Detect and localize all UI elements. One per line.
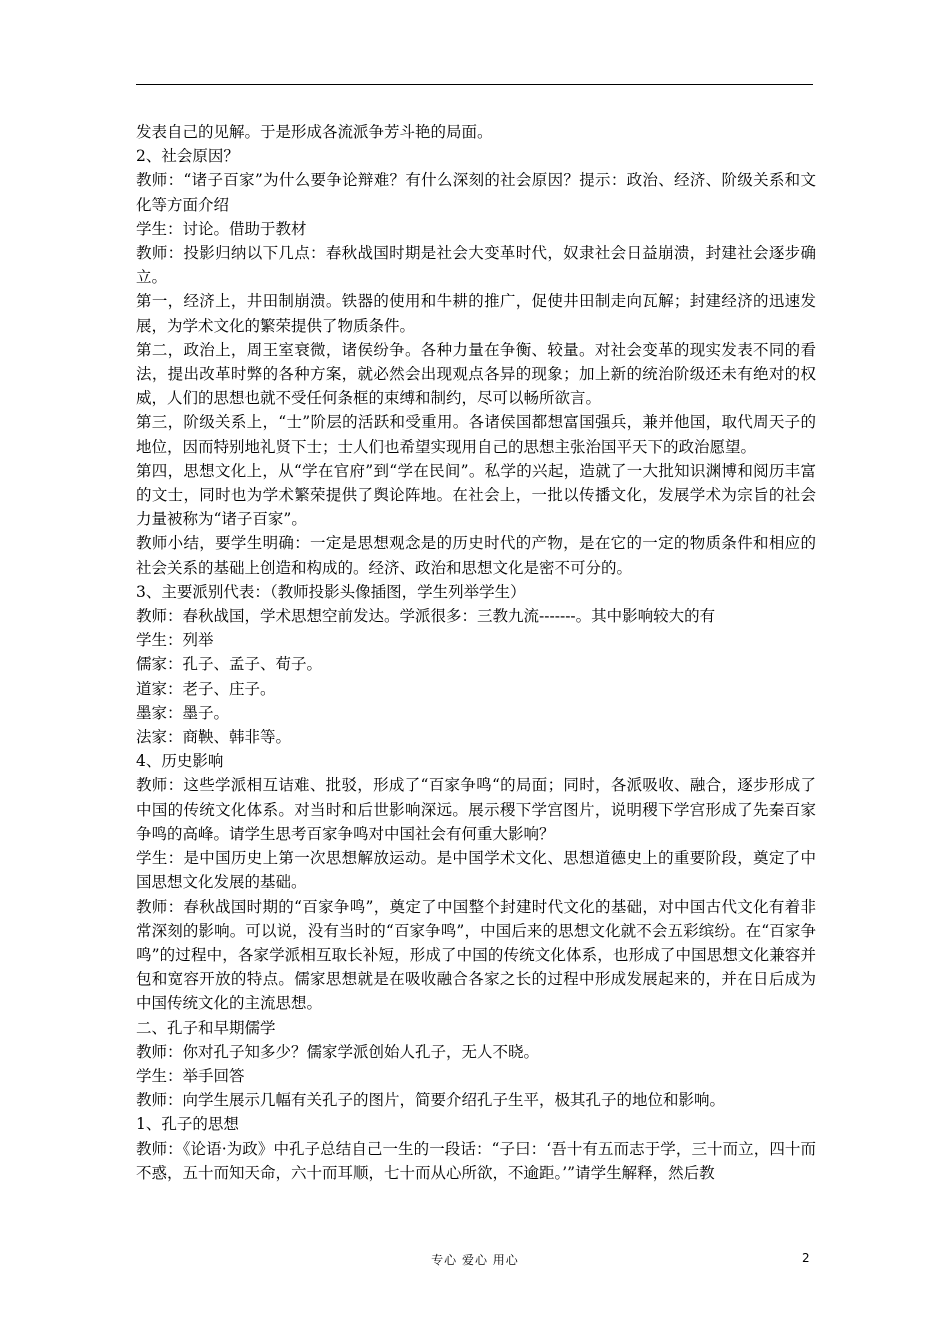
paragraph: 第四，思想文化上，从“学在官府”到“学在民间”。私学的兴起，造就了一大批知识渊博和阅历丰富的文士，同时也为学术繁荣提供了舆论阵地。在社会上，一批以传播文化，发展学术为宗旨的社会力量被称为“诸子百家”。 xyxy=(136,461,816,529)
paragraph: 第一，经济上，井田制崩溃。铁器的使用和牛耕的推广，促使井田制走向瓦解；封建经济的迅速发展，为学术文化的繁荣提供了物质条件。 xyxy=(136,292,816,335)
list-item: 法家：商鞅、韩非等。 xyxy=(136,728,292,747)
footer-motto: 专心 爱心 用心 xyxy=(431,1253,519,1267)
list-item: 道家：老子、庄子。 xyxy=(136,679,276,698)
paragraph: 教师：“诸子百家”为什么要争论辩难？有什么深刻的社会原因？提示：政治、经济、阶级关系和文化等方面介绍 xyxy=(136,171,816,214)
paragraph: 发表自己的见解。于是形成各流派争芳斗艳的局面。 xyxy=(136,123,493,141)
paragraph: 教师：春秋战国，学术思想空前发达。学派很多：三教九流-------。其中影响较大的有 xyxy=(136,607,716,626)
section-heading: 1、孔子的思想 xyxy=(136,1115,239,1134)
list-item: 墨家：墨子。 xyxy=(136,703,230,722)
header-rule xyxy=(136,84,813,85)
paragraph: 教师小结，要学生明确：一定是思想观念是的历史时代的产物，是在它的一定的物质条件和相应的社会关系的基础上创造和构成的。经济、政治和思想文化是密不可分的。 xyxy=(136,534,816,577)
section-heading: 4、历史影响 xyxy=(136,752,224,771)
page-number: 2 xyxy=(802,1251,810,1265)
paragraph: 学生：列举 xyxy=(136,631,214,650)
paragraph: 教师：《论语·为政》中孔子总结自己一生的一段话：“子曰：‘吾十有五而志于学，三十而立，四十而不惑，五十而知天命，六十而耳顺，七十而从心所欲，不逾距。’”请学生解释，然后教 xyxy=(136,1139,816,1182)
paragraph: 教师：春秋战国时期的“百家争鸣”，奠定了中国整个封建时代文化的基础，对中国古代文化有着非常深刻的影响。可以说，没有当时的“百家争鸣”，中国后来的思想文化就不会五彩缤纷。在“百家争鸣”的过程中，各家学派相互取长补短，形成了中国的传统文化体系，也形成了中国思想文化兼容并包和宽容开放的特点。儒家思想就是在吸收融合各家之长的过程中形成发展起来的，并在日后成为中国传统文化的主流思想。 xyxy=(136,897,816,1013)
list-item: 儒家：孔子、孟子、荀子。 xyxy=(136,655,323,674)
section-heading: 2、社会原因？ xyxy=(136,147,239,166)
paragraph: 教师：向学生展示几幅有关孔子的图片，简要介绍孔子生平，极其孔子的地位和影响。 xyxy=(136,1091,726,1110)
section-heading: 3、主要派别代表：（教师投影头像插图，学生列举学生） xyxy=(136,582,526,601)
paragraph: 学生：是中国历史上第一次思想解放运动。是中国学术文化、思想道德史上的重要阶段，奠定了中国思想文化发展的基础。 xyxy=(136,849,816,892)
paragraph: 教师：投影归纳以下几点：春秋战国时期是社会大变革时代，奴隶社会日益崩溃，封建社会逐步确立。 xyxy=(136,244,816,287)
paragraph: 第三，阶级关系上，“士”阶层的活跃和受重用。各诸侯国都想富国强兵，兼并他国，取代周天子的地位，因而特别地礼贤下士；士人们也希望实现用自己的思想主张治国平天下的政治愿望。 xyxy=(136,413,816,456)
paragraph: 学生：讨论。借助于教材 xyxy=(136,219,307,238)
document-body xyxy=(136,120,816,1185)
paragraph: 第二，政治上，周王室衰微，诸侯纷争。各种力量在争衡、较量。对社会变革的现实发表不同的看法，提出改革时弊的各种方案，就必然会出现观点各异的现象；加上新的统治阶级还未有绝对的权威，人们的思想也就不受任何条框的束缚和制约，尽可以畅所欲言。 xyxy=(136,340,816,408)
paragraph: 教师：你对孔子知多少？儒家学派创始人孔子，无人不晓。 xyxy=(136,1042,540,1061)
section-heading: 二、孔子和早期儒学 xyxy=(136,1018,276,1037)
paragraph: 教师：这些学派相互诘难、批驳，形成了“百家争鸣“的局面；同时，各派吸收、融合，逐步形成了中国的传统文化体系。对当时和后世影响深远。展示稷下学宫图片，说明稷下学宫形成了先秦百家争鸣的高峰。请学生思考百家争鸣对中国社会有何重大影响？ xyxy=(136,776,816,843)
paragraph: 学生：举手回答 xyxy=(136,1066,245,1085)
